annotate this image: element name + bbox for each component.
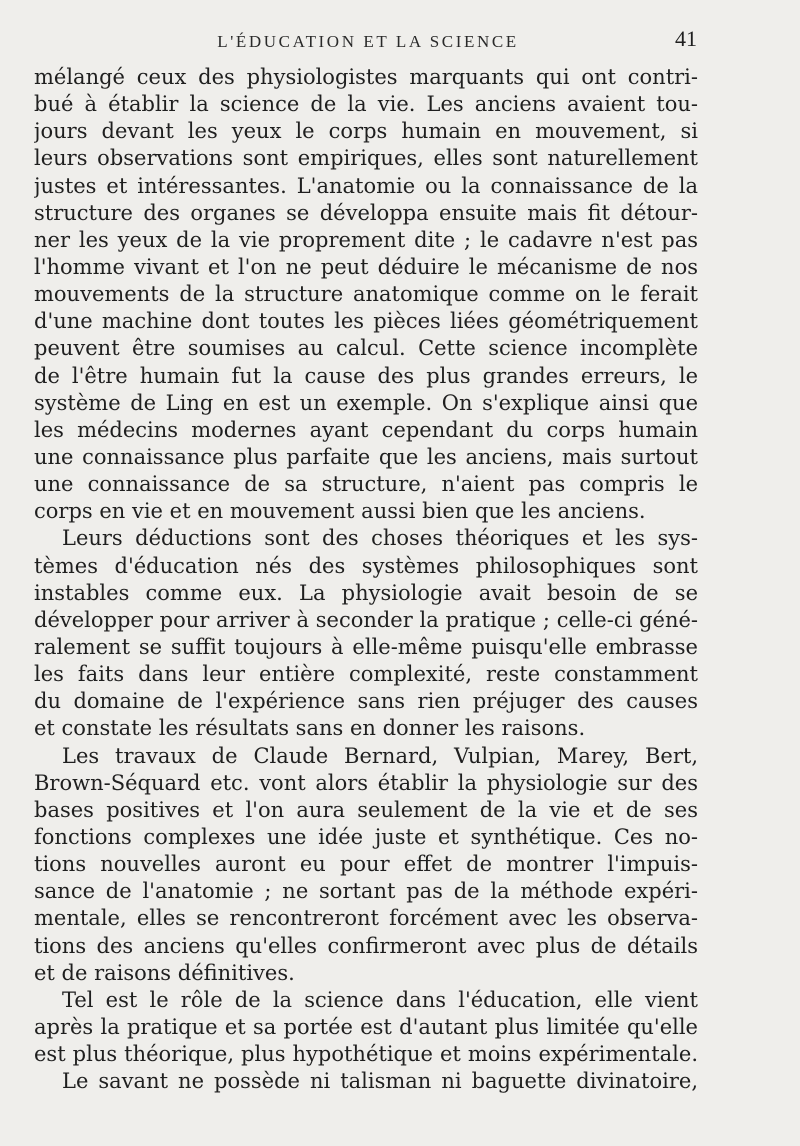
- text-line: les faits dans leur entière complexité, reste constamment: [34, 662, 698, 687]
- text-line: corps en vie et en mouvement aussi bien que les anciens.: [34, 499, 646, 524]
- text-line: les médecins modernes ayant cependant du corps humain: [34, 417, 698, 442]
- text-line: est plus théorique, plus hypothétique et moins expérimentale.: [34, 1042, 698, 1067]
- text-line: Brown-Séquard etc. vont alors établir la physiologie sur des: [34, 770, 698, 795]
- paragraph-first-line: Les travaux de Claude Bernard, Vulpian, Marey, Bert,: [62, 743, 698, 768]
- running-title: L'ÉDUCATION ET LA SCIENCE: [217, 32, 519, 51]
- text-line: tions nouvelles auront eu pour effet de montrer l'impuis-: [34, 852, 698, 877]
- text-line: une connaissance plus parfaite que les anciens, mais surtout: [34, 444, 698, 469]
- text-line: peuvent être soumises au calcul. Cette science incomplète: [34, 336, 698, 361]
- text-line: sance de l'anatomie ; ne sortant pas de la méthode expéri-: [34, 879, 698, 904]
- text-line: bases positives et l'on aura seulement de la vie et de ses: [34, 797, 698, 822]
- text-line: système de Ling en est un exemple. On s'explique ainsi que: [34, 390, 698, 415]
- text-line: l'homme vivant et l'on ne peut déduire le mécanisme de nos: [34, 254, 698, 279]
- text-line: de l'être humain fut la cause des plus grandes erreurs, le: [34, 363, 698, 388]
- text-line: une connaissance de sa structure, n'aient pas compris le: [34, 472, 698, 497]
- body-text: [34, 64, 698, 1095]
- text-line: ner les yeux de la vie proprement dite ; le cadavre n'est pas: [34, 227, 698, 252]
- text-line: et de raisons définitives.: [34, 960, 295, 985]
- paragraph-first-line: Tel est le rôle de la science dans l'éducation, elle vient: [62, 987, 698, 1012]
- text-line: du domaine de l'expérience sans rien préjuger des causes: [34, 689, 698, 714]
- text-line: tèmes d'éducation nés des systèmes philosophiques sont: [34, 553, 698, 578]
- text-line: ralement se suffit toujours à elle-même puisqu'elle embrasse: [34, 634, 698, 659]
- text-line: après la pratique et sa portée est d'autant plus limitée qu'elle: [34, 1014, 698, 1039]
- text-line: mentale, elles se rencontreront forcément avec les observa-: [34, 906, 698, 931]
- text-line: leurs observations sont empiriques, elles sont naturellement: [34, 146, 698, 171]
- text-line: développer pour arriver à seconder la pratique ; celle-ci géné-: [34, 607, 698, 632]
- text-line: structure des organes se développa ensuite mais fit détour-: [34, 200, 698, 225]
- text-line: d'une machine dont toutes les pièces liées géométriquement: [34, 309, 698, 334]
- text-line: mélangé ceux des physiologistes marquants qui ont contri-: [34, 65, 698, 89]
- text-line: justes et intéressantes. L'anatomie ou la connaissance de la: [34, 173, 698, 198]
- text-line: instables comme eux. La physiologie avait besoin de se: [34, 580, 698, 605]
- running-head: [36, 26, 700, 56]
- text-line: tions des anciens qu'elles confirmeront avec plus de détails: [34, 933, 698, 958]
- text-line: bué à établir la science de la vie. Les anciens avaient tou-: [34, 92, 698, 117]
- page-number: 41: [675, 26, 697, 51]
- paragraph-first-line: Leurs déductions sont des choses théoriques et les sys-: [62, 526, 698, 551]
- text-line: mouvements de la structure anatomique comme on le ferait: [34, 282, 698, 307]
- text-line: fonctions complexes une idée juste et synthétique. Ces no-: [34, 824, 698, 849]
- text-line: Le savant ne possède ni talisman ni baguette divinatoire,: [62, 1069, 698, 1094]
- text-line: et constate les résultats sans en donner les raisons.: [34, 716, 586, 741]
- text-line: jours devant les yeux le corps humain en mouvement, si: [34, 119, 698, 144]
